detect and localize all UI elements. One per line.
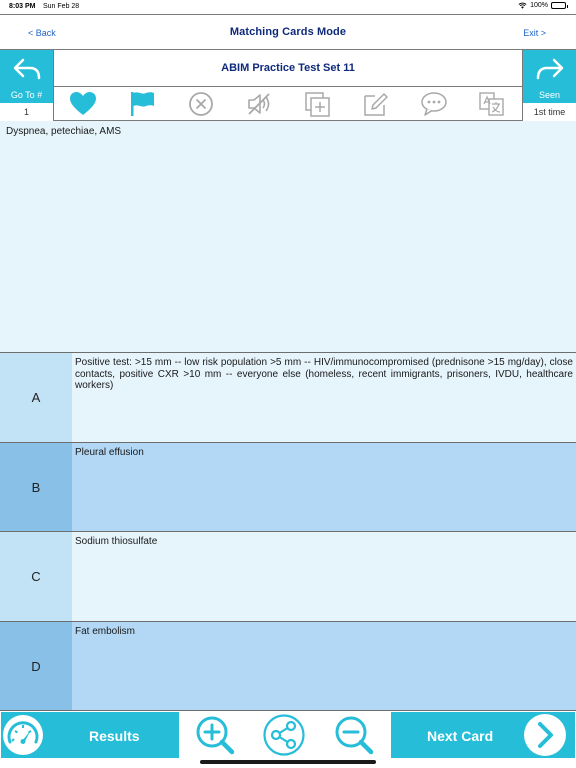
- card-toolbar: [0, 87, 576, 121]
- share-button[interactable]: [262, 714, 306, 756]
- status-bar: [0, 0, 576, 14]
- option-text: Positive test: >15 mm -- low risk population >5 mm -- HIV/immunocompromised (prednisone >15 mg/day), close contacts, positive CXR >10 mm -- everyone else (homeless, recent immigrants, prisoners, IVDU, healthcare workers): [72, 353, 576, 442]
- seen-label: Seen: [523, 87, 576, 103]
- comment-icon: [420, 91, 448, 117]
- comment-button[interactable]: [419, 89, 449, 119]
- add-card-button[interactable]: [303, 89, 333, 119]
- zoom-in-button[interactable]: [194, 714, 236, 756]
- mute-icon: [245, 91, 273, 117]
- battery-icon: [551, 2, 566, 9]
- results-button[interactable]: [1, 712, 179, 758]
- battery-percent: 100%: [530, 2, 548, 9]
- question-area: [0, 121, 576, 352]
- goto-control[interactable]: [0, 87, 54, 121]
- answer-option-d[interactable]: [0, 621, 576, 711]
- zoom-out-button[interactable]: [333, 714, 375, 756]
- title-row: [0, 50, 576, 87]
- mode-title: Matching Cards Mode: [229, 26, 347, 38]
- goto-input[interactable]: 1: [0, 103, 53, 121]
- flag-icon: [128, 91, 156, 117]
- answer-option-a[interactable]: [0, 352, 576, 442]
- bottom-bar: [0, 710, 576, 758]
- answer-option-b[interactable]: [0, 442, 576, 532]
- option-text: Fat embolism: [72, 622, 576, 711]
- home-indicator: [200, 760, 376, 764]
- zoom-out-icon: [333, 714, 375, 756]
- share-icon: [262, 714, 306, 756]
- edit-button[interactable]: [361, 89, 391, 119]
- add-card-icon: [304, 91, 332, 117]
- back-button[interactable]: < Back: [28, 28, 56, 38]
- remove-button[interactable]: [186, 89, 216, 119]
- status-right: [518, 2, 566, 9]
- seen-value: 1st time: [523, 103, 576, 121]
- next-card-label: Next Card: [427, 728, 494, 744]
- option-text: Pleural effusion: [72, 443, 576, 532]
- translate-button[interactable]: [477, 89, 507, 119]
- exit-button[interactable]: Exit >: [523, 28, 546, 38]
- flag-button[interactable]: [127, 89, 157, 119]
- translate-icon: [478, 91, 506, 117]
- answer-option-c[interactable]: [0, 531, 576, 621]
- option-letter: B: [0, 443, 72, 532]
- status-date: Sun Feb 28: [43, 3, 80, 10]
- heart-icon: [69, 91, 97, 117]
- redo-arrow-icon: [535, 57, 565, 81]
- speedometer-icon: [2, 714, 44, 756]
- goto-label: Go To #: [0, 87, 53, 103]
- previous-card-button[interactable]: [0, 50, 54, 87]
- zoom-in-icon: [194, 714, 236, 756]
- results-label: Results: [89, 728, 140, 744]
- next-card-arrow-button[interactable]: [522, 50, 576, 87]
- next-card-button[interactable]: [391, 712, 575, 758]
- audio-button[interactable]: [244, 89, 274, 119]
- nav-bar: [0, 14, 576, 50]
- option-letter: A: [0, 353, 72, 442]
- undo-arrow-icon: [12, 57, 42, 81]
- chevron-right-icon: [523, 713, 567, 757]
- set-title: ABIM Practice Test Set 11: [221, 62, 355, 74]
- status-time: 8:03 PM: [9, 3, 36, 10]
- edit-icon: [362, 91, 390, 117]
- favorite-button[interactable]: [68, 89, 98, 119]
- option-text: Sodium thiosulfate: [72, 532, 576, 621]
- option-letter: D: [0, 622, 72, 711]
- wifi-icon: [518, 2, 527, 9]
- seen-status: [522, 87, 576, 121]
- close-circle-icon: [188, 91, 214, 117]
- option-letter: C: [0, 532, 72, 621]
- question-text: Dyspnea, petechiae, AMS: [6, 126, 122, 137]
